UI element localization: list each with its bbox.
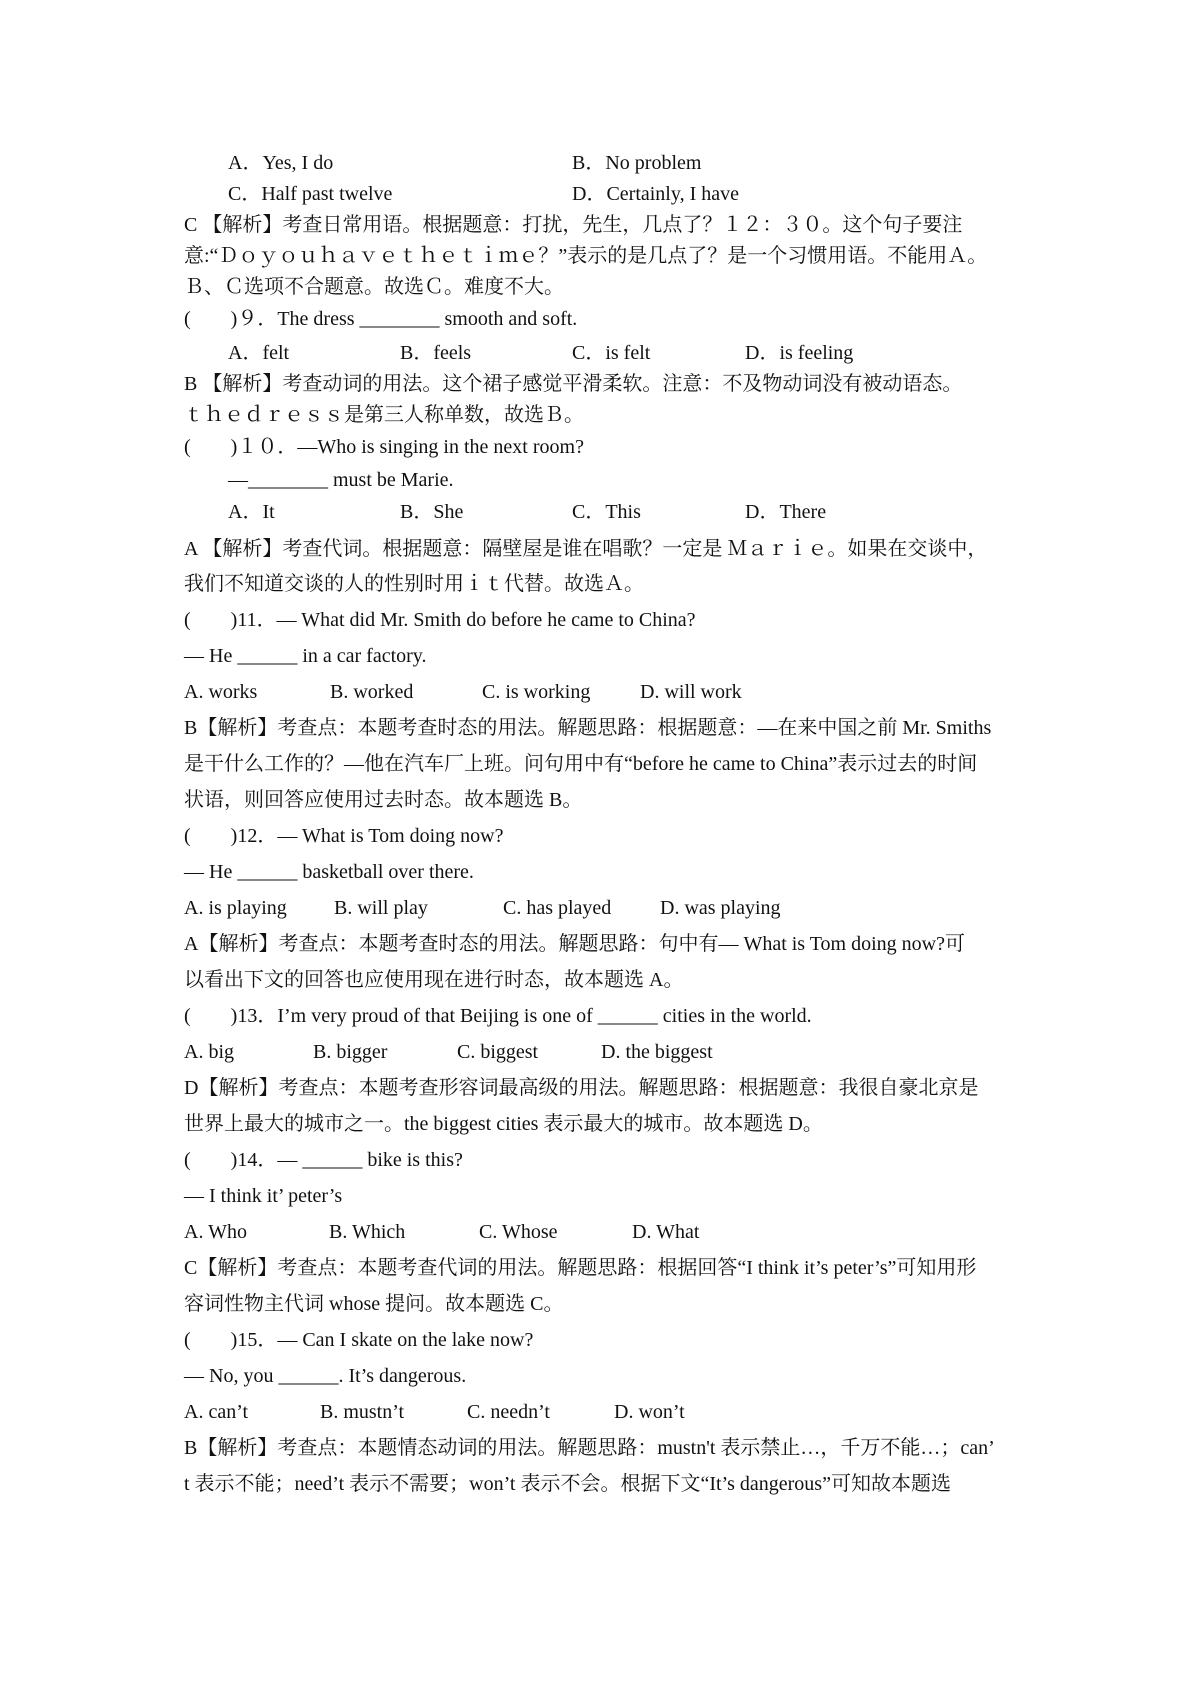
text-line: 我们不知道交谈的人的性别时用ｉｔ代替。故选Ａ。 [184, 573, 644, 595]
answer-option: A. can’t [184, 1401, 249, 1423]
text-line: ( )13．I’m very proud of that Beijing is one of ______ cities in the world. [184, 1005, 812, 1027]
answer-option: D．There [745, 501, 827, 523]
answer-option: C．is felt [572, 342, 651, 364]
text-line: 容词性物主代词 whose 提问。故本题选 C。 [184, 1293, 564, 1315]
answer-option: B．She [400, 501, 464, 523]
answer-option: B. will play [334, 897, 428, 919]
text-line: ( )11．— What did Mr. Smith do before he came to China? [184, 609, 696, 631]
text-line: ( )９．The dress ________ smooth and soft. [184, 308, 578, 330]
answer-option: C．Half past twelve [228, 183, 393, 205]
text-line: C【解析】考查点：本题考查代词的用法。解题思路：根据回答“I think it’s peter’s”可知用形 [184, 1257, 977, 1279]
answer-option: A. big [184, 1041, 234, 1063]
answer-option: C. is working [482, 681, 591, 703]
answer-option: A. Who [184, 1221, 247, 1243]
answer-option: D. won’t [614, 1401, 685, 1423]
text-line: ( )12．— What is Tom doing now? [184, 825, 504, 847]
text-line: C 【解析】考查日常用语。根据题意：打扰，先生，几点了？１２：３０。这个句子要注 [184, 214, 963, 236]
text-line: — No, you ______. It’s dangerous. [184, 1365, 467, 1387]
answer-option: A．felt [228, 342, 290, 364]
text-line: 以看出下文的回答也应使用现在进行时态，故本题选 A。 [184, 969, 684, 991]
text-line: Ｂ、Ｃ选项不合题意。故选Ｃ。难度不大。 [184, 276, 564, 298]
text-line: —________ must be Marie. [228, 469, 454, 491]
answer-option: A．It [228, 501, 275, 523]
answer-option: D．is feeling [745, 342, 854, 364]
text-line: B【解析】考查点：本题考查时态的用法。解题思路：根据题意：—在来中国之前 Mr. Smiths [184, 717, 992, 739]
answer-option: A．Yes, I do [228, 152, 334, 174]
answer-option: D. the biggest [601, 1041, 713, 1063]
text-line: — I think it’ peter’s [184, 1185, 343, 1207]
text-line: ｔｈｅｄｒｅｓｓ是第三人称单数，故选Ｂ。 [184, 404, 584, 426]
answer-option: C. needn’t [467, 1401, 550, 1423]
text-line: 是干什么工作的？—他在汽车厂上班。问句用中有“before he came to China”表示过去的时间 [184, 753, 978, 775]
answer-option: A. works [184, 681, 258, 703]
text-line: 意:“Ｄｏｙｏｕｈａｖｅｔｈｅｔｉｍｅ？”表示的是几点了？是一个习惯用语。不能用Ａ。 [184, 245, 988, 267]
text-line: — He ______ in a car factory. [184, 645, 427, 667]
answer-option: A. is playing [184, 897, 287, 919]
answer-option: B. bigger [313, 1041, 388, 1063]
text-line: — He ______ basketball over there. [184, 861, 474, 883]
answer-option: C. biggest [457, 1041, 539, 1063]
text-line: B【解析】考查点：本题情态动词的用法。解题思路：mustn't 表示禁止…，千万不能…；can’ [184, 1437, 995, 1459]
answer-option: D. was playing [660, 897, 781, 919]
answer-option: D．Certainly, I have [572, 183, 739, 205]
answer-option: C. Whose [479, 1221, 558, 1243]
answer-option: B. Which [329, 1221, 406, 1243]
text-line: A【解析】考查点：本题考查时态的用法。解题思路：句中有— What is Tom doing now?可 [184, 933, 965, 955]
text-line: 世界上最大的城市之一。the biggest cities 表示最大的城市。故本题选 D。 [184, 1113, 823, 1135]
text-line: B 【解析】考查动词的用法。这个裙子感觉平滑柔软。注意：不及物动词没有被动语态。 [184, 373, 963, 395]
text-line: ( )14．— ______ bike is this? [184, 1149, 463, 1171]
answer-option: B．feels [400, 342, 472, 364]
answer-option: B．No problem [572, 152, 702, 174]
text-line: A 【解析】考查代词。根据题意：隔壁屋是谁在唱歌？一定是 Ｍａｒｉｅ。如果在交谈中， [184, 538, 988, 560]
answer-option: D. will work [640, 681, 742, 703]
text-line: D【解析】考查点：本题考查形容词最高级的用法。解题思路：根据题意：我很自豪北京是 [184, 1077, 979, 1099]
answer-option: C．This [572, 501, 641, 523]
text-line: 状语，则回答应使用过去时态。故本题选 B。 [184, 789, 583, 811]
answer-option: B. mustn’t [320, 1401, 405, 1423]
answer-option: D. What [632, 1221, 700, 1243]
answer-option: C. has played [503, 897, 612, 919]
text-line: ( )１０．—Who is singing in the next room? [184, 436, 584, 458]
text-line: ( )15．— Can I skate on the lake now? [184, 1329, 534, 1351]
text-line: t 表示不能；need’t 表示不需要；won’t 表示不会。根据下文“It’s dangerous”可知故本题选 [184, 1473, 951, 1495]
answer-option: B. worked [330, 681, 414, 703]
